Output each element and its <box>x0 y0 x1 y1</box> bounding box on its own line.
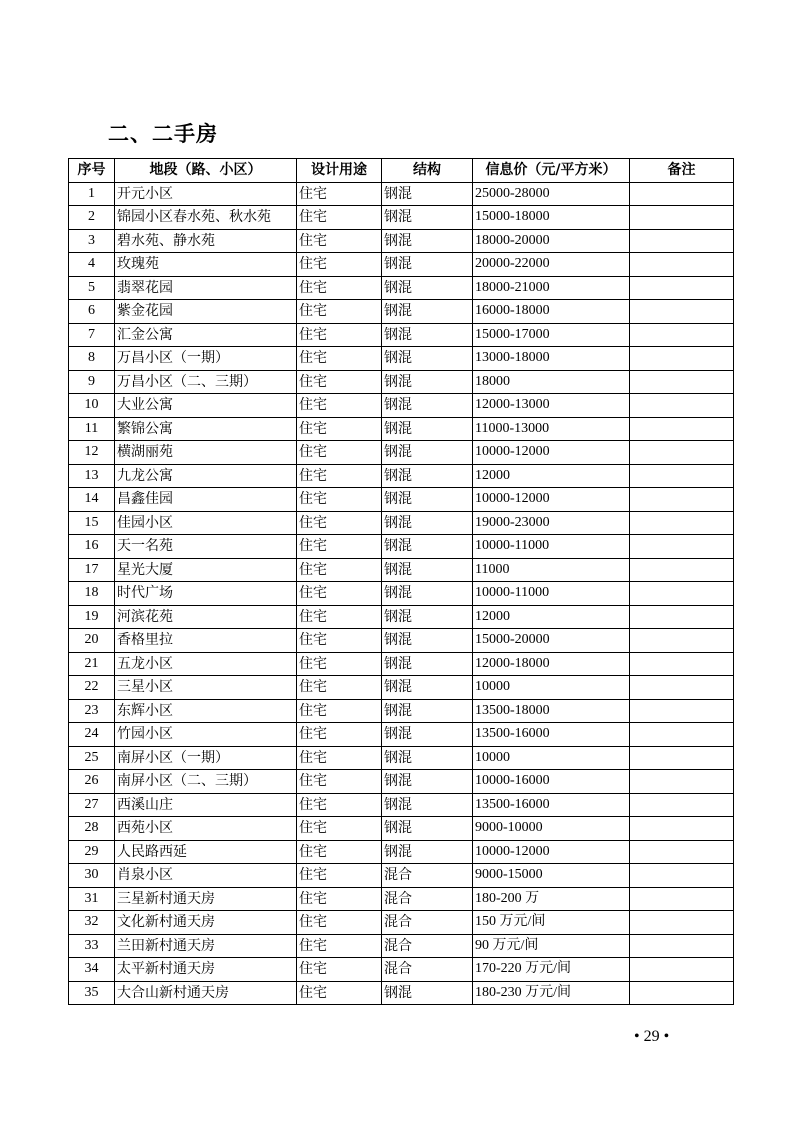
cell-structure: 钢混 <box>382 817 473 841</box>
cell-no: 32 <box>69 911 115 935</box>
table-row <box>69 699 734 723</box>
cell-price: 10000-12000 <box>473 840 630 864</box>
cell-structure: 钢混 <box>382 253 473 277</box>
section-title: 二、二手房 <box>108 122 218 146</box>
cell-remark <box>630 793 734 817</box>
cell-remark <box>630 511 734 535</box>
cell-usage: 住宅 <box>297 370 382 394</box>
table-row <box>69 394 734 418</box>
cell-structure: 钢混 <box>382 300 473 324</box>
table-row <box>69 981 734 1005</box>
cell-location: 紫金花园 <box>115 300 297 324</box>
cell-no: 19 <box>69 605 115 629</box>
cell-location: 河滨花苑 <box>115 605 297 629</box>
cell-remark <box>630 582 734 606</box>
cell-remark <box>630 629 734 653</box>
cell-price: 10000 <box>473 676 630 700</box>
cell-structure: 混合 <box>382 864 473 888</box>
cell-no: 3 <box>69 229 115 253</box>
page-number: • 29 • <box>634 1028 670 1045</box>
table-row <box>69 817 734 841</box>
cell-usage: 住宅 <box>297 770 382 794</box>
header-usage: 设计用途 <box>297 159 382 183</box>
cell-structure: 钢混 <box>382 652 473 676</box>
cell-remark <box>630 723 734 747</box>
cell-remark <box>630 300 734 324</box>
cell-remark <box>630 817 734 841</box>
table-row <box>69 793 734 817</box>
table-row <box>69 323 734 347</box>
cell-location: 佳园小区 <box>115 511 297 535</box>
header-remark: 备注 <box>630 159 734 183</box>
cell-remark <box>630 887 734 911</box>
cell-no: 16 <box>69 535 115 559</box>
cell-price: 170-220 万元/间 <box>473 958 630 982</box>
cell-remark <box>630 840 734 864</box>
table-row <box>69 347 734 371</box>
cell-remark <box>630 770 734 794</box>
table-row <box>69 629 734 653</box>
cell-structure: 钢混 <box>382 582 473 606</box>
cell-location: 东辉小区 <box>115 699 297 723</box>
cell-usage: 住宅 <box>297 652 382 676</box>
cell-no: 35 <box>69 981 115 1005</box>
cell-usage: 住宅 <box>297 629 382 653</box>
cell-no: 4 <box>69 253 115 277</box>
cell-price: 18000-20000 <box>473 229 630 253</box>
table-row <box>69 770 734 794</box>
cell-remark <box>630 558 734 582</box>
cell-price: 10000-12000 <box>473 488 630 512</box>
cell-usage: 住宅 <box>297 206 382 230</box>
header-no: 序号 <box>69 159 115 183</box>
table-row <box>69 840 734 864</box>
cell-location: 兰田新村通天房 <box>115 934 297 958</box>
cell-structure: 钢混 <box>382 746 473 770</box>
cell-usage: 住宅 <box>297 746 382 770</box>
cell-usage: 住宅 <box>297 229 382 253</box>
cell-no: 22 <box>69 676 115 700</box>
header-price: 信息价（元/平方米） <box>473 159 630 183</box>
table-header-row <box>69 159 734 183</box>
cell-usage: 住宅 <box>297 582 382 606</box>
cell-no: 17 <box>69 558 115 582</box>
table-row <box>69 370 734 394</box>
cell-no: 6 <box>69 300 115 324</box>
cell-no: 34 <box>69 958 115 982</box>
cell-price: 13500-18000 <box>473 699 630 723</box>
cell-price: 10000-11000 <box>473 535 630 559</box>
cell-location: 锦园小区春水苑、秋水苑 <box>115 206 297 230</box>
table-row <box>69 652 734 676</box>
cell-price: 13500-16000 <box>473 793 630 817</box>
cell-usage: 住宅 <box>297 394 382 418</box>
table-row <box>69 605 734 629</box>
table-row <box>69 582 734 606</box>
cell-remark <box>630 981 734 1005</box>
cell-structure: 钢混 <box>382 629 473 653</box>
cell-no: 27 <box>69 793 115 817</box>
cell-price: 15000-18000 <box>473 206 630 230</box>
cell-price: 12000 <box>473 464 630 488</box>
cell-remark <box>630 347 734 371</box>
cell-structure: 混合 <box>382 887 473 911</box>
table-row <box>69 535 734 559</box>
cell-usage: 住宅 <box>297 300 382 324</box>
cell-remark <box>630 605 734 629</box>
cell-no: 7 <box>69 323 115 347</box>
cell-no: 24 <box>69 723 115 747</box>
cell-location: 万昌小区（一期） <box>115 347 297 371</box>
table-row <box>69 887 734 911</box>
cell-location: 汇金公寓 <box>115 323 297 347</box>
cell-location: 翡翠花园 <box>115 276 297 300</box>
cell-remark <box>630 699 734 723</box>
table-row <box>69 958 734 982</box>
cell-price: 9000-10000 <box>473 817 630 841</box>
cell-usage: 住宅 <box>297 699 382 723</box>
cell-structure: 钢混 <box>382 511 473 535</box>
cell-price: 15000-17000 <box>473 323 630 347</box>
cell-remark <box>630 958 734 982</box>
cell-price: 11000-13000 <box>473 417 630 441</box>
cell-structure: 钢混 <box>382 347 473 371</box>
cell-location: 西溪山庄 <box>115 793 297 817</box>
cell-structure: 钢混 <box>382 535 473 559</box>
cell-remark <box>630 206 734 230</box>
cell-structure: 钢混 <box>382 840 473 864</box>
cell-usage: 住宅 <box>297 323 382 347</box>
cell-location: 西苑小区 <box>115 817 297 841</box>
cell-no: 9 <box>69 370 115 394</box>
cell-usage: 住宅 <box>297 793 382 817</box>
cell-price: 180-230 万元/间 <box>473 981 630 1005</box>
cell-location: 南屏小区（一期） <box>115 746 297 770</box>
cell-location: 五龙小区 <box>115 652 297 676</box>
cell-structure: 钢混 <box>382 488 473 512</box>
cell-structure: 钢混 <box>382 441 473 465</box>
cell-no: 12 <box>69 441 115 465</box>
cell-no: 20 <box>69 629 115 653</box>
cell-structure: 钢混 <box>382 605 473 629</box>
cell-no: 21 <box>69 652 115 676</box>
cell-location: 肖泉小区 <box>115 864 297 888</box>
cell-no: 2 <box>69 206 115 230</box>
cell-usage: 住宅 <box>297 958 382 982</box>
cell-location: 三星新村通天房 <box>115 887 297 911</box>
cell-remark <box>630 934 734 958</box>
cell-location: 文化新村通天房 <box>115 911 297 935</box>
cell-no: 11 <box>69 417 115 441</box>
cell-remark <box>630 746 734 770</box>
cell-structure: 钢混 <box>382 558 473 582</box>
cell-location: 万昌小区（二、三期） <box>115 370 297 394</box>
cell-usage: 住宅 <box>297 347 382 371</box>
table-row <box>69 253 734 277</box>
cell-price: 16000-18000 <box>473 300 630 324</box>
cell-usage: 住宅 <box>297 605 382 629</box>
cell-price: 9000-15000 <box>473 864 630 888</box>
cell-location: 香格里拉 <box>115 629 297 653</box>
cell-no: 29 <box>69 840 115 864</box>
table-row <box>69 676 734 700</box>
cell-no: 33 <box>69 934 115 958</box>
cell-location: 繁锦公寓 <box>115 417 297 441</box>
cell-remark <box>630 323 734 347</box>
table-row <box>69 182 734 206</box>
cell-usage: 住宅 <box>297 464 382 488</box>
cell-remark <box>630 394 734 418</box>
header-structure: 结构 <box>382 159 473 183</box>
cell-remark <box>630 182 734 206</box>
cell-structure: 钢混 <box>382 206 473 230</box>
cell-location: 碧水苑、静水苑 <box>115 229 297 253</box>
table-row <box>69 488 734 512</box>
cell-no: 28 <box>69 817 115 841</box>
table-row <box>69 911 734 935</box>
table-row <box>69 746 734 770</box>
cell-structure: 混合 <box>382 958 473 982</box>
cell-no: 18 <box>69 582 115 606</box>
cell-location: 三星小区 <box>115 676 297 700</box>
cell-usage: 住宅 <box>297 911 382 935</box>
cell-location: 横湖丽苑 <box>115 441 297 465</box>
cell-usage: 住宅 <box>297 276 382 300</box>
cell-remark <box>630 652 734 676</box>
cell-structure: 钢混 <box>382 417 473 441</box>
cell-usage: 住宅 <box>297 253 382 277</box>
cell-structure: 钢混 <box>382 723 473 747</box>
cell-usage: 住宅 <box>297 981 382 1005</box>
cell-price: 15000-20000 <box>473 629 630 653</box>
cell-no: 8 <box>69 347 115 371</box>
cell-remark <box>630 488 734 512</box>
table-row <box>69 558 734 582</box>
cell-location: 时代广场 <box>115 582 297 606</box>
cell-price: 25000-28000 <box>473 182 630 206</box>
cell-price: 20000-22000 <box>473 253 630 277</box>
cell-price: 150 万元/间 <box>473 911 630 935</box>
cell-structure: 钢混 <box>382 981 473 1005</box>
cell-location: 九龙公寓 <box>115 464 297 488</box>
cell-price: 10000-12000 <box>473 441 630 465</box>
cell-remark <box>630 464 734 488</box>
cell-usage: 住宅 <box>297 934 382 958</box>
cell-location: 太平新村通天房 <box>115 958 297 982</box>
cell-structure: 钢混 <box>382 770 473 794</box>
cell-remark <box>630 253 734 277</box>
cell-usage: 住宅 <box>297 864 382 888</box>
cell-no: 5 <box>69 276 115 300</box>
cell-structure: 混合 <box>382 911 473 935</box>
cell-price: 180-200 万 <box>473 887 630 911</box>
cell-price: 19000-23000 <box>473 511 630 535</box>
cell-location: 大业公寓 <box>115 394 297 418</box>
cell-no: 13 <box>69 464 115 488</box>
cell-no: 1 <box>69 182 115 206</box>
cell-remark <box>630 441 734 465</box>
header-location: 地段（路、小区） <box>115 159 297 183</box>
cell-remark <box>630 417 734 441</box>
cell-no: 25 <box>69 746 115 770</box>
cell-location: 人民路西延 <box>115 840 297 864</box>
cell-usage: 住宅 <box>297 488 382 512</box>
table-row <box>69 300 734 324</box>
cell-price: 10000-16000 <box>473 770 630 794</box>
cell-remark <box>630 370 734 394</box>
cell-price: 10000-11000 <box>473 582 630 606</box>
price-table <box>68 158 734 1005</box>
cell-no: 10 <box>69 394 115 418</box>
cell-location: 大合山新村通天房 <box>115 981 297 1005</box>
cell-usage: 住宅 <box>297 840 382 864</box>
cell-price: 12000 <box>473 605 630 629</box>
cell-no: 15 <box>69 511 115 535</box>
cell-location: 南屏小区（二、三期） <box>115 770 297 794</box>
cell-price: 13500-16000 <box>473 723 630 747</box>
cell-no: 26 <box>69 770 115 794</box>
cell-no: 31 <box>69 887 115 911</box>
cell-location: 昌鑫佳园 <box>115 488 297 512</box>
cell-location: 天一名苑 <box>115 535 297 559</box>
cell-usage: 住宅 <box>297 558 382 582</box>
cell-usage: 住宅 <box>297 417 382 441</box>
table-row <box>69 229 734 253</box>
cell-price: 18000 <box>473 370 630 394</box>
table-body <box>69 182 734 1005</box>
cell-price: 12000-18000 <box>473 652 630 676</box>
table-row <box>69 464 734 488</box>
cell-location: 玫瑰苑 <box>115 253 297 277</box>
cell-usage: 住宅 <box>297 511 382 535</box>
cell-structure: 钢混 <box>382 229 473 253</box>
cell-usage: 住宅 <box>297 535 382 559</box>
cell-remark <box>630 911 734 935</box>
cell-structure: 钢混 <box>382 676 473 700</box>
table-row <box>69 276 734 300</box>
cell-remark <box>630 676 734 700</box>
cell-structure: 钢混 <box>382 276 473 300</box>
cell-usage: 住宅 <box>297 817 382 841</box>
cell-remark <box>630 535 734 559</box>
cell-remark <box>630 864 734 888</box>
cell-location: 竹园小区 <box>115 723 297 747</box>
cell-price: 10000 <box>473 746 630 770</box>
table-row <box>69 864 734 888</box>
cell-no: 14 <box>69 488 115 512</box>
cell-structure: 钢混 <box>382 323 473 347</box>
cell-structure: 钢混 <box>382 370 473 394</box>
table-row <box>69 417 734 441</box>
cell-price: 90 万元/间 <box>473 934 630 958</box>
cell-price: 18000-21000 <box>473 276 630 300</box>
table-row <box>69 723 734 747</box>
cell-no: 30 <box>69 864 115 888</box>
cell-usage: 住宅 <box>297 676 382 700</box>
cell-price: 13000-18000 <box>473 347 630 371</box>
cell-structure: 混合 <box>382 934 473 958</box>
cell-usage: 住宅 <box>297 887 382 911</box>
cell-price: 11000 <box>473 558 630 582</box>
cell-price: 12000-13000 <box>473 394 630 418</box>
cell-location: 星光大厦 <box>115 558 297 582</box>
table-row <box>69 206 734 230</box>
cell-remark <box>630 229 734 253</box>
cell-usage: 住宅 <box>297 182 382 206</box>
table-row <box>69 934 734 958</box>
cell-remark <box>630 276 734 300</box>
cell-no: 23 <box>69 699 115 723</box>
cell-structure: 钢混 <box>382 464 473 488</box>
table-row <box>69 511 734 535</box>
cell-structure: 钢混 <box>382 394 473 418</box>
cell-usage: 住宅 <box>297 723 382 747</box>
cell-structure: 钢混 <box>382 793 473 817</box>
table-row <box>69 441 734 465</box>
cell-usage: 住宅 <box>297 441 382 465</box>
cell-location: 开元小区 <box>115 182 297 206</box>
cell-structure: 钢混 <box>382 699 473 723</box>
cell-structure: 钢混 <box>382 182 473 206</box>
